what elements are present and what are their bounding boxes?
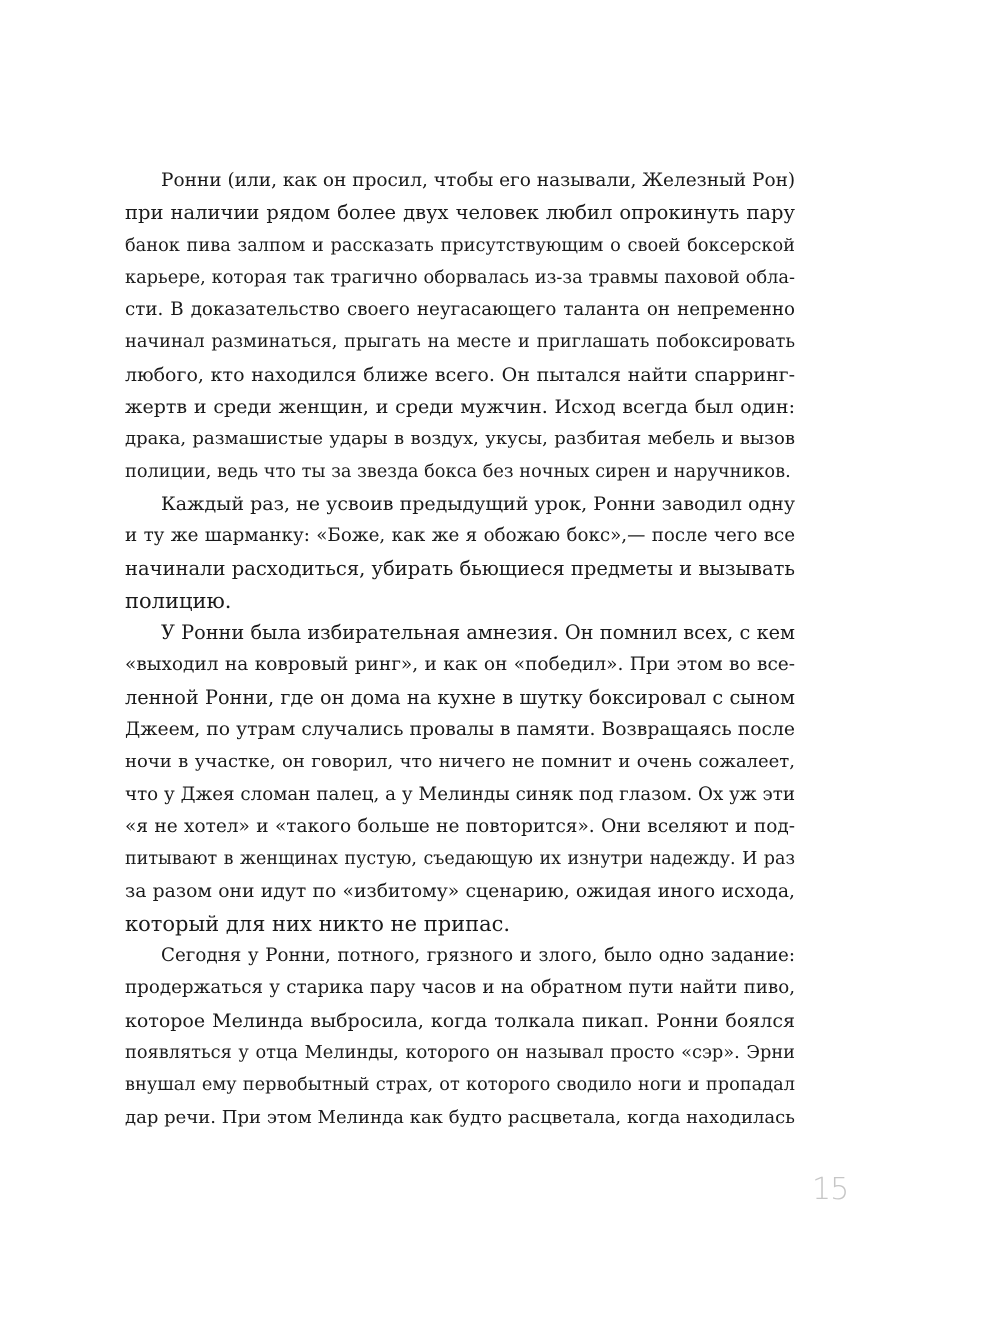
text-line: при наличии рядом более двух человек любил опрокинуть пару — [125, 201, 795, 225]
text-line: питывают в женщинах пустую, съедающую их изнутри надежду. И раз — [125, 849, 795, 870]
text-line: начинали расходиться, убирать бьющиеся предметы и вызывать — [125, 556, 795, 580]
body-text — [125, 165, 795, 1134]
text-line: которое Мелинда выбросила, когда толкала пикап. Ронни боялся — [125, 1009, 795, 1032]
text-line: Джеем, по утрам случались провалы в памяти. Возвращаясь после — [125, 719, 795, 741]
text-line: за разом они идут по «избитому» сценарию, ожидая иного исхода, — [125, 880, 795, 902]
text-line: полиции, ведь что ты за звезда бокса без ночных сирен и наручников. — [125, 461, 791, 482]
text-line: драка, размашистые удары в воздух, укусы, разбитая мебель и вызов — [125, 428, 795, 450]
text-line: и ту же шарманку: «Боже, как же я обожаю бокс»,— после чего все — [125, 525, 795, 547]
text-line: У Ронни была избирательная амнезия. Он помнил всех, с кем — [161, 621, 795, 645]
paragraph — [125, 940, 795, 1134]
text-line: «я не хотел» и «такого больше не повторится». Они вселяют и под- — [125, 815, 795, 837]
text-line: что у Джея сломан палец, а у Мелинды синяк под глазом. Ох уж эти — [125, 783, 795, 805]
text-line: дар речи. При этом Мелинда как будто расцветала, когда находилась — [125, 1106, 795, 1128]
text-line: который для них никто не припас. — [125, 911, 511, 936]
text-line: внушал ему первобытный страх, от которого сводило ноги и пропадал — [125, 1075, 795, 1096]
text-line: появляться у отца Мелинды, которого он называл просто «сэр». Эрни — [125, 1043, 795, 1064]
text-line: Каждый раз, не усвоив предыдущий урок, Ронни заводил одну — [161, 492, 795, 515]
text-line: жертв и среди женщин, и среди мужчин. Исход всегда был один: — [125, 396, 795, 419]
text-line: Сегодня у Ронни, потного, грязного и злого, было одно задание: — [161, 945, 795, 967]
text-line: «выходил на ковровый ринг», и как он «победил». При этом во все- — [125, 654, 795, 676]
paragraph — [125, 488, 795, 617]
paragraph — [125, 165, 795, 488]
text-line: полицию. — [125, 588, 232, 613]
text-line: ленной Ронни, где он дома на кухне в шутку боксировал с сыном — [125, 685, 795, 709]
paragraph — [125, 617, 795, 940]
text-line: Ронни (или, как он просил, чтобы его называли, Железный Рон) — [161, 170, 796, 191]
text-line: банок пива залпом и рассказать присутствующим о своей боксерской — [125, 235, 795, 256]
page-number: 15 — [812, 1172, 849, 1207]
text-line: любого, кто находился ближе всего. Он пытался найти спарринг- — [125, 363, 795, 386]
text-line: карьере, которая так трагично оборвалась из-за травмы паховой обла- — [125, 267, 795, 288]
text-line: начинал разминаться, прыгать на месте и приглашать побоксировать — [125, 332, 795, 353]
text-line: ночи в участке, он говорил, что ничего не помнит и очень сожалеет, — [125, 751, 795, 773]
text-line: сти. В доказательство своего неугасающего таланта он непременно — [125, 299, 795, 321]
text-line: продержаться у старика пару часов и на обратном пути найти пиво, — [125, 977, 795, 999]
